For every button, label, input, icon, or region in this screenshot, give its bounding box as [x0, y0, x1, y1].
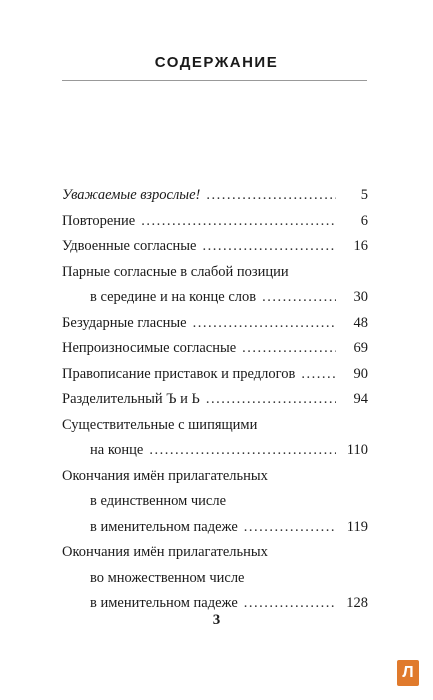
toc-page-number: 16: [353, 238, 368, 254]
toc-line: [62, 438, 368, 464]
toc-line: [62, 362, 368, 388]
toc-entry: [62, 336, 368, 362]
toc-page-number: 90: [353, 365, 368, 382]
toc-entry: [62, 464, 368, 541]
toc-line: [62, 489, 368, 515]
toc-entry-title: в именительном падеже: [90, 518, 238, 535]
toc-entry: [62, 234, 368, 260]
toc-page-number: 48: [353, 314, 368, 331]
toc-leader-dots: [242, 336, 336, 362]
toc-page-number: 110: [346, 442, 368, 458]
toc-line: [62, 285, 368, 311]
toc-entry: [62, 209, 368, 235]
toc-leader-dots: [149, 438, 336, 464]
toc-line: [62, 209, 368, 235]
toc-leader-dots: [206, 183, 336, 209]
toc-entry: [62, 183, 368, 209]
toc-entry-title: Парные согласные в слабой позиции: [62, 263, 289, 280]
toc-entry-title: Удвоенные согласные: [62, 238, 197, 254]
toc-line: [62, 464, 368, 490]
toc-page-number: 94: [353, 391, 368, 407]
toc-entry: [62, 362, 368, 388]
toc-entry-title: во множественном числе: [90, 569, 245, 586]
toc-line: [62, 311, 368, 337]
toc-entry-title: Окончания имён прилагательных: [62, 544, 268, 560]
toc-leader-dots: [244, 515, 336, 541]
toc-page-number: 69: [353, 340, 368, 356]
toc-leader-dots: [141, 209, 336, 235]
toc-leader-dots: [203, 234, 337, 260]
toc-entry-title: Окончания имён прилагательных: [62, 467, 268, 484]
page-title: СОДЕРЖАНИЕ: [154, 54, 279, 71]
toc-line: [62, 260, 368, 286]
toc-line: [62, 183, 368, 209]
toc-page-number: 30: [353, 289, 368, 305]
toc-entry: [62, 311, 368, 337]
toc-entry: [62, 260, 368, 311]
labirint-logo-icon[interactable]: [397, 660, 419, 686]
toc-line: [62, 540, 368, 566]
toc-entry-title: Правописание приставок и предлогов: [62, 365, 296, 382]
logo-letter: Л: [402, 664, 414, 681]
toc-entry-title: в именительном падеже: [90, 595, 238, 611]
toc-entry: [62, 387, 368, 413]
toc-page-number: 119: [346, 518, 368, 535]
toc-entry-title: Повторение: [62, 212, 136, 229]
toc-page-number: 5: [360, 187, 368, 203]
toc-page-number: 128: [346, 595, 368, 611]
toc-line: [62, 336, 368, 362]
toc-line: [62, 566, 368, 592]
toc-line: [62, 413, 368, 439]
toc-line: [62, 387, 368, 413]
toc-entry-title: Непроизносимые согласные: [62, 340, 237, 356]
toc-entry-title: в середине и на конце слов: [90, 289, 257, 305]
toc-entry-title: в единственном числе: [90, 493, 227, 509]
page-number: 3: [212, 612, 221, 628]
toc-entry: [62, 540, 368, 617]
toc-leader-dots: [262, 285, 336, 311]
toc-entry-title: Уважаемые взрослые!: [62, 187, 201, 203]
toc-leader-dots: [206, 387, 336, 413]
toc-entry-title: Безударные гласные: [62, 314, 187, 331]
toc-entry-title: Существительные с шипящими: [62, 416, 258, 433]
header-divider: [62, 80, 367, 81]
toc-entry-title: Разделительный Ъ и Ь: [62, 391, 200, 407]
toc-entry-title: на конце: [90, 442, 144, 458]
toc-entry: [62, 413, 368, 464]
toc-leader-dots: [193, 311, 336, 337]
toc-line: [62, 515, 368, 541]
toc-page-number: 6: [360, 212, 368, 229]
table-of-contents: [62, 183, 368, 617]
toc-line: [62, 234, 368, 260]
toc-leader-dots: [301, 362, 336, 388]
